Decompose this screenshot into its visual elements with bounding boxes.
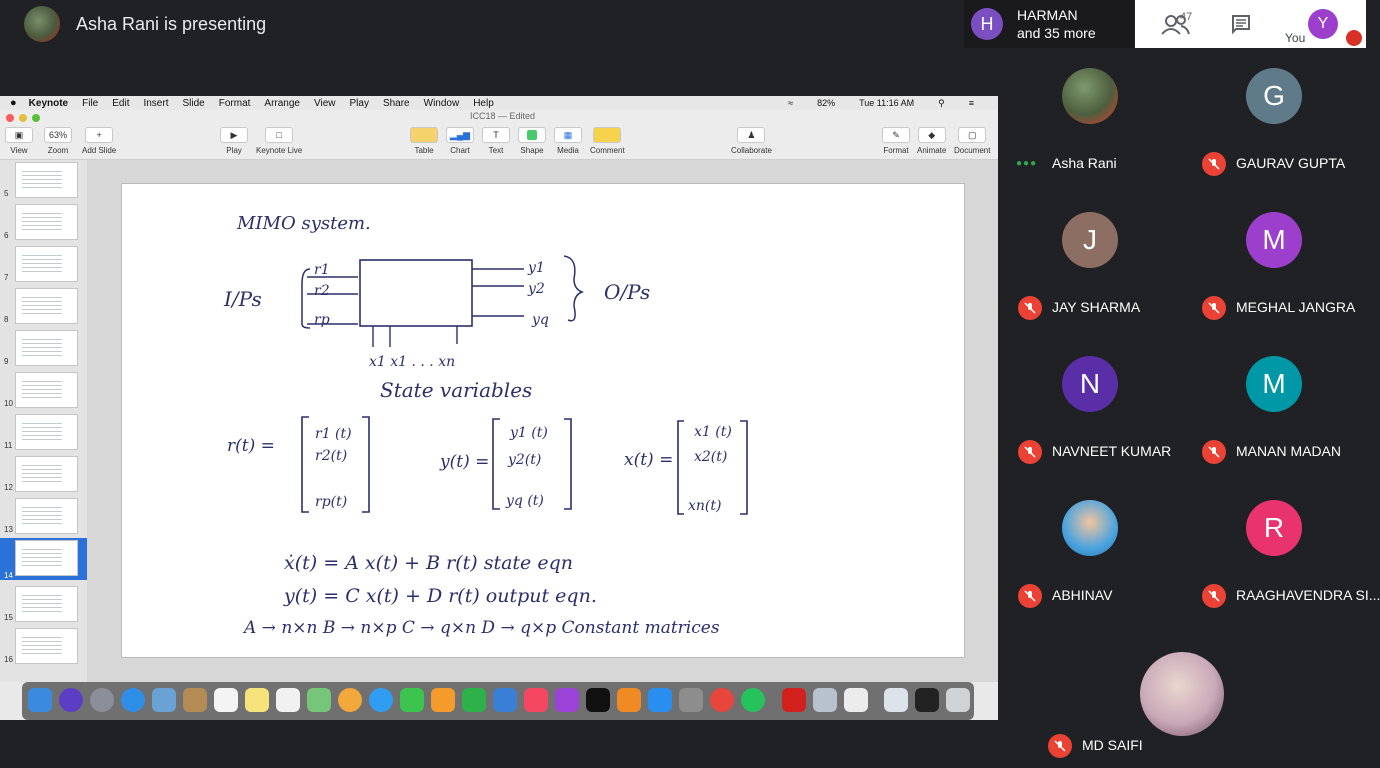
- participant-tile[interactable]: [1182, 336, 1366, 480]
- document-icon[interactable]: [844, 688, 868, 712]
- reminders-icon[interactable]: [276, 688, 300, 712]
- menu-slide[interactable]: Slide: [182, 97, 205, 109]
- participant-count: 47: [1180, 11, 1193, 23]
- wifi-icon[interactable]: ≈: [788, 98, 794, 108]
- rt-label: r(t) =: [227, 436, 275, 456]
- self-avatar[interactable]: Y: [1308, 9, 1338, 39]
- launchpad-icon[interactable]: [90, 688, 114, 712]
- handwritten-notes: [122, 184, 966, 659]
- participant-name: JAY SHARMA: [1052, 299, 1141, 315]
- rt-entry-p: rp(t): [315, 494, 348, 510]
- maps-icon[interactable]: [307, 688, 331, 712]
- yt-entry-2: y2(t): [508, 452, 542, 468]
- image-capture-icon[interactable]: [813, 688, 837, 712]
- photos-icon[interactable]: [338, 688, 362, 712]
- slide-thumbnail[interactable]: 11: [0, 412, 87, 450]
- menu-app[interactable]: Keynote: [28, 97, 69, 109]
- menu-share[interactable]: Share: [382, 97, 410, 109]
- safari-icon[interactable]: [121, 688, 145, 712]
- collaborate-icon: ♟: [737, 127, 765, 143]
- comment-icon: [593, 127, 621, 143]
- text-button[interactable]: T Text: [482, 127, 510, 155]
- chat-icon[interactable]: [1231, 14, 1251, 34]
- mic-off-icon: [1346, 30, 1362, 46]
- menu-arrange[interactable]: Arrange: [264, 97, 300, 109]
- slide-thumbnail[interactable]: 9: [0, 328, 87, 366]
- tv-icon[interactable]: [586, 688, 610, 712]
- current-slide[interactable]: [121, 183, 965, 658]
- system-preferences-icon[interactable]: [679, 688, 703, 712]
- participant-name: MANAN MADAN: [1236, 443, 1342, 459]
- avatar: [24, 6, 60, 42]
- participant-name: NAVNEET KUMAR: [1052, 443, 1172, 459]
- people-icon[interactable]: [1159, 12, 1199, 38]
- output-equation: y(t) = C x(t) + D r(t) output eqn.: [284, 585, 597, 607]
- presenting-label: Asha Rani is presenting: [76, 13, 267, 34]
- mic-off-icon: [1018, 440, 1042, 464]
- calendar-icon[interactable]: [214, 688, 238, 712]
- mic-off-icon: [1018, 296, 1042, 320]
- play-icon: ▶: [220, 127, 248, 143]
- participant-name: Asha Rani: [1052, 155, 1117, 171]
- slide-thumbnail[interactable]: 12: [0, 454, 87, 492]
- chart-button[interactable]: ▂▄▆ Chart: [446, 127, 474, 155]
- pages-icon[interactable]: [431, 688, 455, 712]
- shape-icon: [518, 127, 546, 143]
- menu-window[interactable]: Window: [423, 97, 460, 109]
- media-button[interactable]: ▦ Media: [554, 127, 582, 155]
- other-participants-summary[interactable]: [964, 0, 1134, 48]
- participant-name: MD SAIFI: [1082, 737, 1143, 753]
- xt-label: x(t) =: [624, 450, 674, 470]
- participant-tile[interactable]: [998, 480, 1182, 624]
- window-titlebar: [0, 110, 998, 124]
- minimize-icon[interactable]: [19, 114, 27, 122]
- acrobat-icon[interactable]: [782, 688, 806, 712]
- mac-dock: [22, 682, 974, 720]
- slide-thumbnail[interactable]: 8: [0, 286, 87, 324]
- output-y1: y1: [528, 260, 545, 276]
- keynote-icon[interactable]: [493, 688, 517, 712]
- slide-thumbnail[interactable]: 5: [0, 160, 87, 198]
- slide-thumbnail[interactable]: 6: [0, 202, 87, 240]
- mac-menubar: [0, 96, 998, 110]
- chart-icon: ▂▄▆: [446, 127, 474, 143]
- finder-icon[interactable]: [28, 688, 52, 712]
- participant-tile[interactable]: [1182, 192, 1366, 336]
- table-button[interactable]: Table: [410, 127, 438, 155]
- avatar: H: [971, 8, 1003, 40]
- menu-list-icon[interactable]: ≡: [968, 98, 974, 108]
- yt-entry-q: yq (t): [506, 493, 544, 509]
- keynote-toolbar: [0, 124, 998, 160]
- battery-level[interactable]: 82%: [817, 98, 836, 108]
- meeting-controls: [1135, 0, 1366, 48]
- keynote-live-button[interactable]: □ Keynote Live: [256, 127, 302, 155]
- numbers-icon[interactable]: [462, 688, 486, 712]
- podcasts-icon[interactable]: [555, 688, 579, 712]
- screen-icon[interactable]: [915, 688, 939, 712]
- animate-button[interactable]: ◆ Animate: [917, 127, 946, 155]
- document-title: ICC18 — Edited: [470, 111, 536, 121]
- menu-edit[interactable]: Edit: [112, 97, 130, 109]
- view-icon: ▣: [5, 127, 33, 143]
- avatar: R: [1246, 500, 1302, 556]
- menu-insert[interactable]: Insert: [143, 97, 169, 109]
- mic-off-icon: [1202, 584, 1226, 608]
- matrix-dimensions: A → n×n B → n×p C → q×n D → q×p Constant matrices: [244, 618, 720, 638]
- input-r1: r1: [314, 262, 330, 278]
- participant-tile[interactable]: [998, 48, 1182, 192]
- participant-tile[interactable]: [1182, 480, 1380, 624]
- slide-thumbnail-selected[interactable]: 14: [0, 538, 87, 580]
- animate-icon: ◆: [918, 127, 946, 143]
- menu-play[interactable]: Play: [349, 97, 369, 109]
- presenter-bar: [0, 0, 960, 48]
- shared-screen: [0, 96, 998, 720]
- participant-tile[interactable]: [1040, 624, 1324, 768]
- status-area: [778, 96, 988, 110]
- output-y2: y2: [528, 281, 545, 297]
- rt-entry-1: r1 (t): [315, 426, 352, 442]
- slide-thumbnail[interactable]: 7: [0, 244, 87, 282]
- mic-off-icon: [1202, 296, 1226, 320]
- participant-name: GAURAV GUPTA: [1236, 155, 1346, 171]
- input-rp: rp: [314, 312, 330, 328]
- avatar: G: [1246, 68, 1302, 124]
- menu-file[interactable]: File: [82, 97, 99, 109]
- format-button[interactable]: ✎ Format: [882, 127, 910, 155]
- yt-entry-1: y1 (t): [510, 425, 548, 441]
- preview-icon[interactable]: [152, 688, 176, 712]
- chrome-icon[interactable]: [710, 688, 734, 712]
- avatar: M: [1246, 356, 1302, 412]
- others-name: HARMAN: [1017, 7, 1078, 23]
- state-equation: ẋ(t) = A x(t) + B r(t) state eqn: [284, 552, 573, 574]
- slide-navigator: [0, 160, 87, 682]
- mic-off-icon: [1202, 152, 1226, 176]
- rt-entry-2: r2(t): [315, 448, 348, 464]
- outputs-label: O/Ps: [604, 280, 651, 304]
- slide-thumbnail[interactable]: 13: [0, 496, 87, 534]
- inputs-label: I/Ps: [224, 287, 262, 311]
- text-icon: T: [482, 127, 510, 143]
- trash-icon[interactable]: [946, 688, 970, 712]
- avatar: M: [1246, 212, 1302, 268]
- menu-help[interactable]: Help: [473, 97, 494, 109]
- slide-thumbnail[interactable]: 16: [0, 626, 87, 664]
- zoom-button[interactable]: 63% Zoom: [44, 127, 72, 155]
- avatar: [1062, 500, 1118, 556]
- avatar: [1062, 68, 1118, 124]
- slide-thumbnail[interactable]: 15: [0, 584, 87, 622]
- app-store-icon[interactable]: [648, 688, 672, 712]
- speaking-indicator: ●●●: [1016, 158, 1038, 169]
- format-icon: ✎: [882, 127, 910, 143]
- search-icon[interactable]: ⚲: [938, 97, 945, 108]
- whatsapp-icon[interactable]: [741, 688, 765, 712]
- participant-tile[interactable]: [998, 336, 1182, 480]
- desktop-icon[interactable]: [884, 688, 908, 712]
- play-button[interactable]: ▶ Play: [220, 127, 248, 155]
- menu-format[interactable]: Format: [218, 97, 251, 109]
- mic-off-icon: [1202, 440, 1226, 464]
- shape-button[interactable]: Shape: [518, 127, 546, 155]
- self-label: You: [1285, 31, 1306, 45]
- contacts-icon[interactable]: [183, 688, 207, 712]
- avatar: N: [1062, 356, 1118, 412]
- slide-title: MIMO system.: [237, 213, 371, 234]
- slide-canvas: [87, 160, 998, 682]
- siri-icon[interactable]: [59, 688, 83, 712]
- xt-entry-n: xn(t): [688, 498, 722, 514]
- participant-tile[interactable]: [1182, 48, 1366, 192]
- others-more: and 35 more: [1017, 25, 1096, 41]
- comment-button[interactable]: Comment: [590, 127, 625, 155]
- avatar: [1140, 652, 1224, 736]
- mic-off-icon: [1018, 584, 1042, 608]
- messages-icon[interactable]: [369, 688, 393, 712]
- add-slide-button[interactable]: + Add Slide: [82, 127, 116, 155]
- plus-icon: +: [85, 127, 113, 143]
- output-yq: yq: [532, 312, 549, 328]
- clock[interactable]: Tue 11:16 AM: [859, 98, 915, 108]
- maximize-icon[interactable]: [32, 114, 40, 122]
- menu-view[interactable]: View: [313, 97, 336, 109]
- input-r2: r2: [314, 283, 330, 299]
- state-variables-label: State variables: [380, 378, 533, 402]
- xt-entry-1: x1 (t): [694, 424, 732, 440]
- facetime-icon[interactable]: [400, 688, 424, 712]
- yt-label: y(t) =: [440, 452, 490, 472]
- xt-entry-2: x2(t): [694, 449, 728, 465]
- collaborate-button[interactable]: ♟ Collaborate: [731, 127, 772, 155]
- participant-name: MEGHAL JANGRA: [1236, 299, 1356, 315]
- participant-tile[interactable]: [998, 192, 1182, 336]
- books-icon[interactable]: [617, 688, 641, 712]
- view-button[interactable]: ▣ View: [5, 127, 33, 155]
- mic-off-icon: [1048, 734, 1072, 758]
- slide-thumbnail[interactable]: 10: [0, 370, 87, 408]
- avatar: J: [1062, 212, 1118, 268]
- participant-name: RAAGHAVENDRA SI...: [1236, 587, 1380, 603]
- media-icon: ▦: [554, 127, 582, 143]
- document-button[interactable]: ▢ Document: [954, 127, 990, 155]
- state-names: x1 x1 . . . xn: [369, 354, 456, 370]
- table-icon: [410, 127, 438, 143]
- close-icon[interactable]: [6, 114, 14, 122]
- notes-icon[interactable]: [245, 688, 269, 712]
- apple-icon[interactable]: ●: [10, 97, 17, 109]
- live-icon: □: [265, 127, 293, 143]
- document-icon: ▢: [958, 127, 986, 143]
- music-icon[interactable]: [524, 688, 548, 712]
- participant-name: ABHINAV: [1052, 587, 1113, 603]
